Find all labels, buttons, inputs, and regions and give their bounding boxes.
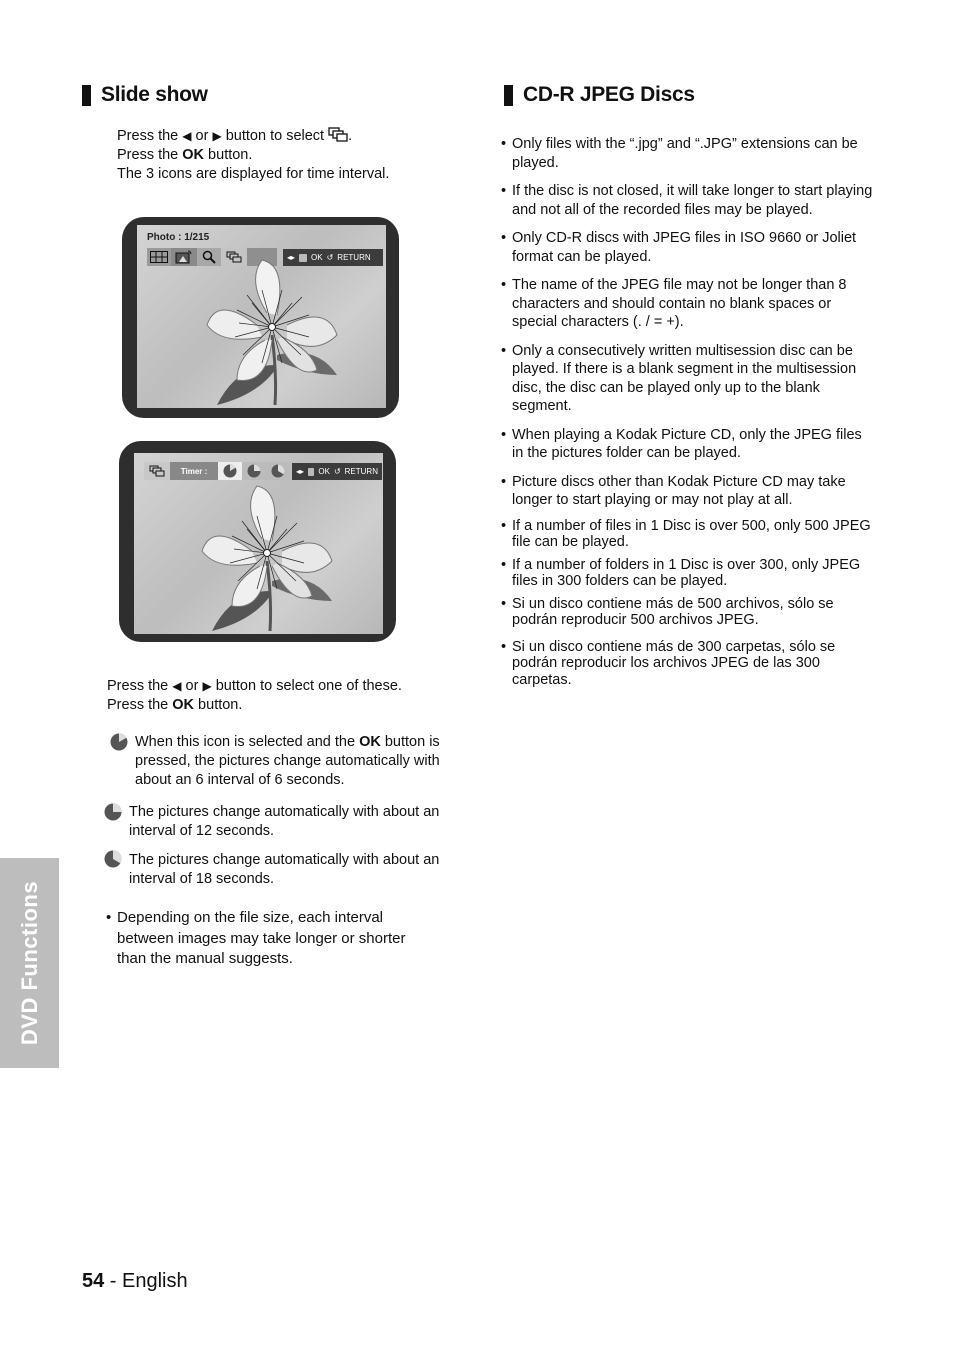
select-instruction [107, 677, 457, 715]
list-item: • When playing a Kodak Picture CD, only the JPEG files in the pictures folder can be played. [501, 426, 876, 463]
pie-18sec-icon [104, 850, 122, 868]
pie-6sec-icon [218, 462, 242, 480]
slide-show-note [106, 908, 436, 970]
heading-bar [504, 85, 513, 106]
tv-screen-photo [122, 217, 399, 418]
pie-12sec-icon [104, 803, 122, 821]
icon-item-18sec: The pictures change automatically with about an interval of 18 seconds. [129, 852, 440, 887]
list-item: • If a number of folders in 1 Disc is over 300, only JPEG files in 300 folders can be played. [501, 557, 876, 590]
list-item: • Si un disco contiene más de 500 archivos, sólo se podrán reproducir 500 archivos JPEG. [501, 596, 876, 629]
list-item: • Only CD-R discs with JPEG files in ISO 9660 or Joliet format can be played. [501, 229, 876, 266]
flower-image [172, 481, 352, 631]
pie-6sec-icon [110, 733, 128, 751]
timer-label: Timer : [170, 462, 218, 480]
page-footer: 54 - English [82, 1270, 188, 1292]
right-triangle-icon: ▶ [202, 679, 212, 693]
nav-arrows-icon: ◂▸ [287, 253, 296, 262]
pie-12sec-icon [242, 462, 266, 480]
intro-line-1: Press the ◀ or ▶ button to select . [117, 128, 353, 144]
select-line-1: Press the ◀ or ▶ button to select one of these. [107, 678, 402, 694]
intro-line-3: The 3 icons are displayed for time interval. [117, 166, 390, 182]
screen-photo-area [137, 225, 386, 408]
page-number: 54 [82, 1270, 105, 1292]
return-key-icon: ↺ [326, 253, 334, 262]
list-item: • Only files with the “.jpg” and “.JPG” extensions can be played. [501, 135, 876, 172]
icon-item-12sec: The pictures change automatically with about an interval of 12 seconds. [129, 804, 440, 839]
tv-screen-timer [119, 441, 396, 642]
cdr-jpeg-heading [504, 83, 695, 107]
left-triangle-icon: ◀ [172, 679, 182, 693]
select-line-2: Press the OK button. [107, 697, 243, 713]
list-item: • Only a consecutively written multisession disc can be played. If there is a blank segment in the multisession disc, the disc can be played only up to the blank segment. [501, 342, 876, 416]
note-item: • Depending on the file size, each interval between images may take longer or shorter than the manual suggests. [106, 908, 436, 970]
side-tab-label: DVD Functions [16, 880, 42, 1046]
cdr-jpeg-bullet-list [501, 135, 876, 688]
slideshow-icon [328, 127, 348, 142]
icon-item-6sec: When this icon is selected and the OK button is pressed, the pictures change automatically with about an 6 interval of 6 seconds. [135, 734, 440, 788]
left-triangle-icon: ◀ [182, 129, 192, 143]
cdr-jpeg-title: CD-R JPEG Discs [523, 83, 695, 106]
screen-timer-area [134, 453, 383, 634]
return-key-icon: ↺ [333, 467, 341, 476]
list-item: • If a number of files in 1 Disc is over 500, only 500 JPEG file can be played. [501, 518, 876, 551]
list-item: • The name of the JPEG file may not be longer than 8 characters and should contain no blank spaces or special characters (. / = +). [501, 276, 876, 332]
slideshow-icon [144, 462, 170, 480]
nav-arrows-icon: ◂▸ [296, 467, 305, 476]
list-item: • Si un disco contiene más de 300 carpetas, sólo se podrán reproducir los archivos JPEG de las 300 carpetas. [501, 639, 876, 689]
osd-nav-bar: ◂▸ OK ↺ RETURN [292, 463, 382, 480]
slide-show-heading [82, 83, 208, 107]
footer-language: English [122, 1270, 188, 1292]
list-item: • Picture discs other than Kodak Picture CD may take longer to start playing or may not play at all. [501, 473, 876, 510]
intro-line-2: Press the OK button. [117, 147, 253, 163]
grid-icon [147, 248, 171, 266]
list-item: • If the disc is not closed, it will take longer to start playing and not all of the recorded files may be played. [501, 182, 876, 219]
pie-18sec-icon [266, 462, 290, 480]
flower-image [177, 255, 357, 405]
heading-bar [82, 85, 91, 106]
ok-key-icon [308, 468, 314, 476]
osd-nav-bar: ◂▸ OK ↺ RETURN [283, 249, 383, 266]
osd-timer-bar [144, 462, 290, 480]
slide-show-intro [117, 127, 457, 184]
slide-show-title: Slide show [101, 83, 208, 106]
photo-counter: Photo : 1/215 [147, 232, 210, 243]
right-triangle-icon: ▶ [212, 129, 222, 143]
section-side-tab [0, 858, 59, 1068]
